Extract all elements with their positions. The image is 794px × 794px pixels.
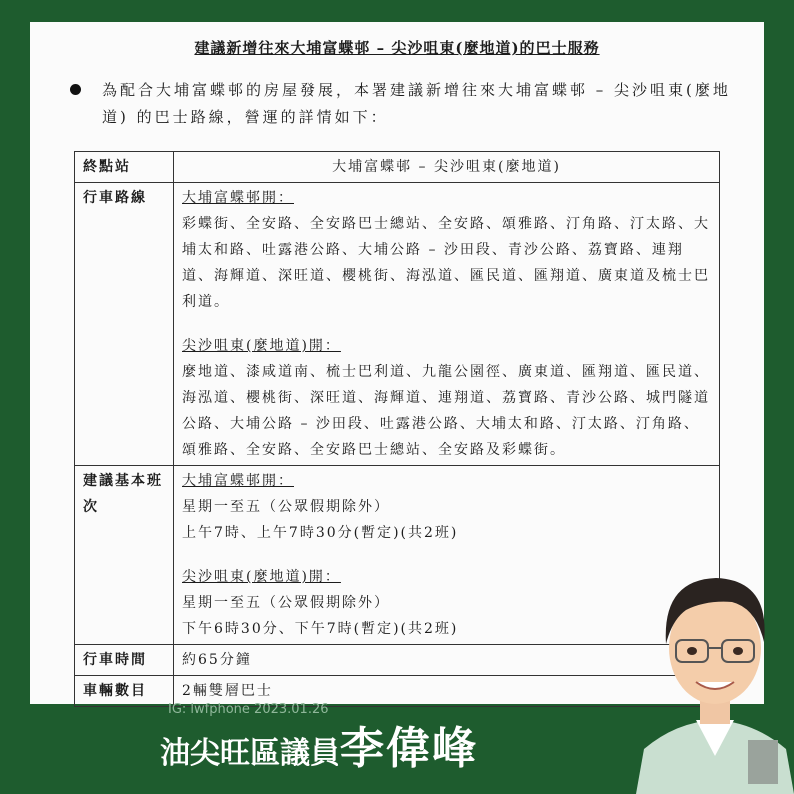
- journey-label: 行車時間: [75, 645, 174, 676]
- councillor-signature: [160, 712, 478, 776]
- bullet-dot: [70, 84, 81, 95]
- schedule-b-heading: 尖沙咀東(麼地道)開：: [182, 569, 341, 585]
- schedule-label: 建議基本班次: [75, 466, 174, 645]
- table-row: [75, 183, 720, 466]
- schedule-b-days: 星期一至五（公眾假期除外）: [182, 595, 390, 611]
- intro-paragraph: 為配合大埔富蝶邨的房屋發展，本署建議新增往來大埔富蝶邨 – 尖沙咀東(麼地道) 的巴士路線，營運的詳情如下：: [102, 81, 731, 126]
- table-row: [75, 152, 720, 183]
- avatar: [636, 544, 794, 794]
- bus-service-table: [74, 151, 720, 707]
- terminus-value: 大埔富蝶邨 – 尖沙咀東(麼地道): [174, 152, 720, 183]
- ig-watermark: IG: lwfphone 2023.01.26: [168, 702, 329, 717]
- schedule-a-times: 上午7時、上午7時30分(暫定)(共2班): [182, 525, 459, 541]
- table-row: [75, 466, 720, 645]
- document-title: 建議新增往來大埔富蝶邨 – 尖沙咀東(麼地道)的巴士服務: [194, 39, 600, 57]
- route-label: 行車路線: [75, 183, 174, 466]
- fleet-value: 2輛雙層巴士: [174, 676, 720, 707]
- schedule-b-times: 下午6時30分、下午7時(暫定)(共2班): [182, 621, 459, 637]
- councillor-name: 李偉峰: [340, 723, 478, 774]
- journey-value: 約65分鐘: [174, 645, 720, 676]
- route-cell: [174, 183, 720, 466]
- councillor-role: 油尖旺區議員: [160, 736, 340, 771]
- route-b-heading: 尖沙咀東(麼地道)開：: [182, 338, 341, 354]
- fleet-label: 車輛數目: [75, 676, 174, 707]
- schedule-a-heading: 大埔富蝶邨開：: [182, 473, 294, 489]
- schedule-a-days: 星期一至五（公眾假期除外）: [182, 499, 390, 515]
- terminus-label: 終點站: [75, 152, 174, 183]
- route-b-body: 麼地道、漆咸道南、梳士巴利道、九龍公園徑、廣東道、匯翔道、匯民道、海泓道、櫻桃街、深旺道、海輝道、連翔道、荔寶路、青沙公路、城門隧道公路、大埔公路 – 沙田段、吐露港公路、大埔太和路、汀太路、汀角路、頌雅路、全安路、全安路巴士總站、全安路及彩蝶街。: [182, 364, 710, 458]
- route-a-heading: 大埔富蝶邨開：: [182, 190, 294, 206]
- route-a-body: 彩蝶街、全安路、全安路巴士總站、全安路、頌雅路、汀角路、汀太路、大埔太和路、吐露港公路、大埔公路 – 沙田段、青沙公路、荔寶路、連翔道、海輝道、深旺道、櫻桃街、海泓道、匯民道、匯翔道、廣東道及梳士巴利道。: [182, 216, 710, 310]
- table-row: [75, 645, 720, 676]
